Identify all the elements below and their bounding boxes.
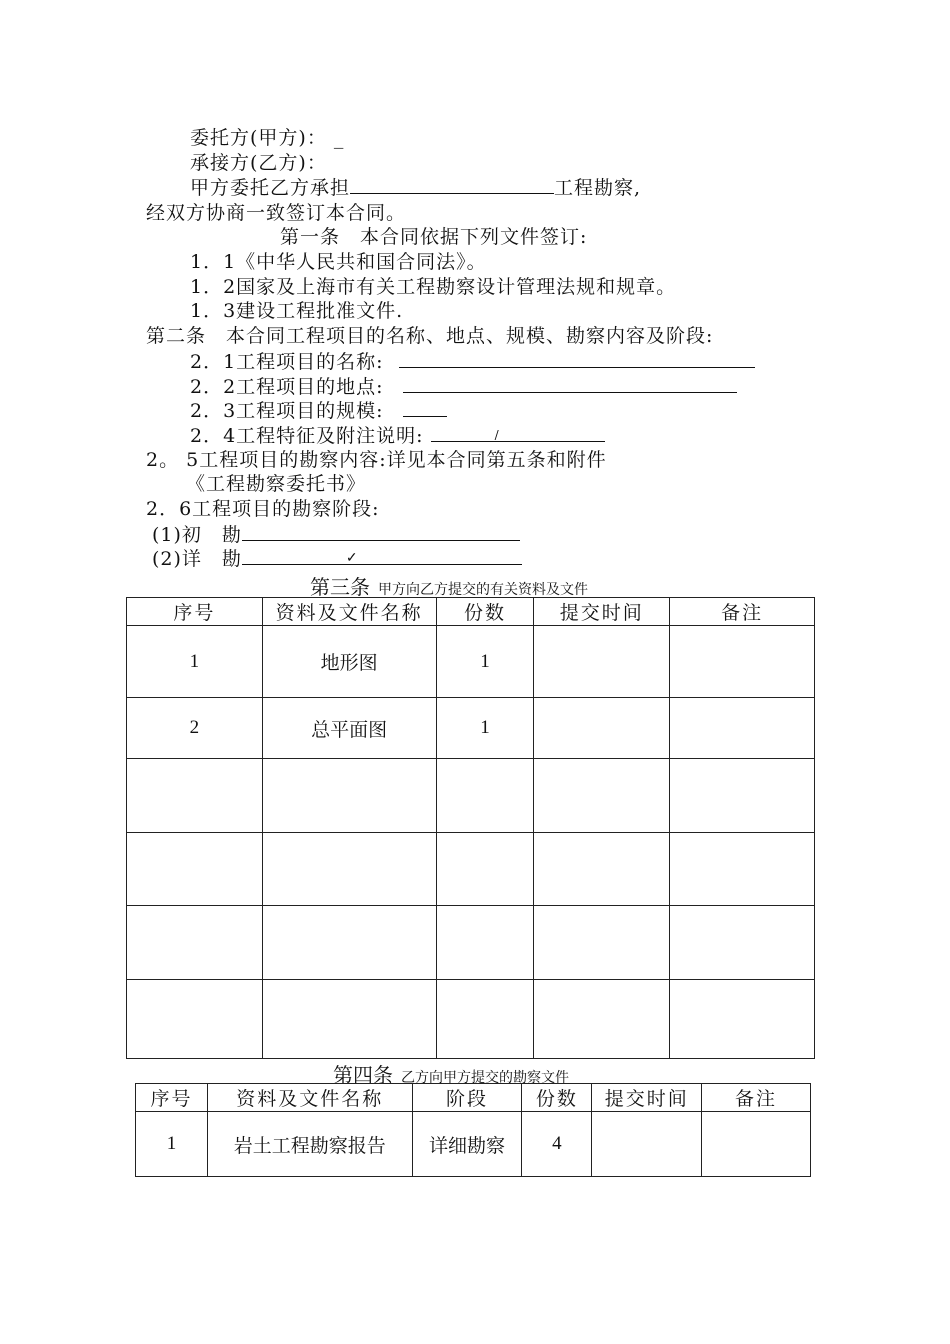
client-line	[190, 126, 344, 150]
header-cell: 资料及文件名称	[262, 598, 436, 626]
table-cell: 总平面图	[262, 698, 436, 759]
header-cell: 备注	[702, 1084, 811, 1112]
article1-item: 1．1《中华人民共和国合同法》。	[190, 251, 487, 273]
table-cell	[534, 906, 670, 980]
table-cell	[670, 626, 815, 698]
stage-prelim-line	[152, 522, 520, 547]
table-cell: 详细勘察	[412, 1112, 522, 1177]
table-row	[136, 1112, 811, 1177]
entrust-text-b: 工程勘察,	[554, 177, 642, 199]
entrust-line	[190, 175, 641, 200]
header-cell: 序号	[136, 1084, 208, 1112]
header-cell: 备注	[670, 598, 815, 626]
project-blank	[350, 175, 554, 194]
article1-item: 1．3建设工程批准文件.	[190, 300, 404, 322]
client-mark: _	[333, 127, 345, 149]
stage-detail-label: (2)详 勘	[152, 548, 242, 570]
project-features-blank	[431, 423, 605, 442]
article3-caption	[310, 571, 588, 600]
header-cell: 提交时间	[534, 598, 670, 626]
table-cell: 地形图	[262, 626, 436, 698]
article1-title: 第一条 本合同依据下列文件签订:	[280, 226, 588, 248]
table-cell	[262, 759, 436, 833]
survey-content: 2。 5工程项目的勘察内容:详见本合同第五条和附件	[146, 449, 607, 471]
table-cell: 1	[436, 698, 534, 759]
header-cell: 资料及文件名称	[207, 1084, 412, 1112]
project-features-line	[190, 423, 605, 448]
header-cell: 份数	[522, 1084, 592, 1112]
project-location-blank	[403, 374, 737, 393]
table-cell: 1	[436, 626, 534, 698]
table-row	[127, 626, 815, 698]
table-cell	[534, 698, 670, 759]
table-cell	[436, 980, 534, 1059]
table-cell	[436, 833, 534, 906]
table-row	[127, 698, 815, 759]
table-row	[127, 980, 815, 1059]
article3-title: 第三条	[310, 575, 370, 599]
article4-subtitle: 乙方向甲方提交的勘察文件	[401, 1070, 569, 1086]
table-row	[127, 906, 815, 980]
header-cell: 阶段	[412, 1084, 522, 1112]
project-scale-line	[190, 398, 447, 423]
header-cell: 提交时间	[592, 1084, 702, 1112]
table-cell	[534, 980, 670, 1059]
project-scale-blank	[403, 398, 447, 417]
client-label: 委托方(甲方)：	[190, 127, 327, 149]
table-cell	[127, 906, 263, 980]
article4-title: 第四条	[333, 1063, 393, 1087]
check-mark-icon: ✓	[345, 550, 359, 566]
article3-subtitle: 甲方向乙方提交的有关资料及文件	[378, 582, 588, 598]
article1-item: 1．2国家及上海市有关工程勘察设计管理法规和规章。	[190, 276, 677, 298]
table-cell	[262, 980, 436, 1059]
stage-detail-blank	[242, 546, 522, 565]
table-cell	[127, 980, 263, 1059]
table-header-row	[127, 598, 815, 626]
table-cell	[670, 759, 815, 833]
table-cell	[262, 833, 436, 906]
table-cell: 1	[136, 1112, 208, 1177]
table-cell	[670, 980, 815, 1059]
project-name-line	[190, 349, 755, 374]
table-cell	[670, 833, 815, 906]
header-cell: 序号	[127, 598, 263, 626]
project-location-line	[190, 374, 737, 399]
contractor-label: 承接方(乙方)：	[190, 152, 327, 174]
stage-prelim-label: (1)初 勘	[152, 524, 242, 546]
header-cell: 份数	[436, 598, 534, 626]
table-cell	[127, 833, 263, 906]
table-cell: 4	[522, 1112, 592, 1177]
features-slash-mark: /	[494, 428, 500, 442]
table-cell	[436, 906, 534, 980]
table-cell	[127, 759, 263, 833]
table-row	[127, 759, 815, 833]
agree-text: 经双方协商一致签订本合同。	[146, 202, 407, 224]
table-header-row	[136, 1084, 811, 1112]
project-location-label: 2．2工程项目的地点:	[190, 376, 384, 398]
survey-stage-title: 2．6工程项目的勘察阶段:	[146, 498, 380, 520]
survey-content-attachment: 《工程勘察委托书》	[186, 473, 367, 495]
table-cell	[436, 759, 534, 833]
table-cell	[670, 906, 815, 980]
table-cell	[670, 698, 815, 759]
article4-table	[135, 1083, 811, 1177]
stage-detail-line	[152, 546, 522, 571]
article3-table	[126, 597, 815, 1059]
article2-title: 第二条 本合同工程项目的名称、地点、规模、勘察内容及阶段:	[146, 325, 714, 347]
entrust-text-a: 甲方委托乙方承担	[190, 177, 351, 199]
table-cell	[534, 626, 670, 698]
table-cell	[534, 833, 670, 906]
table-cell	[702, 1112, 811, 1177]
table-cell	[534, 759, 670, 833]
table-cell	[262, 906, 436, 980]
table-cell	[592, 1112, 702, 1177]
table-row	[127, 833, 815, 906]
table-cell: 1	[127, 626, 263, 698]
project-name-label: 2．1工程项目的名称:	[190, 351, 384, 373]
project-scale-label: 2．3工程项目的规模:	[190, 400, 384, 422]
stage-prelim-blank	[242, 522, 520, 541]
table-cell: 2	[127, 698, 263, 759]
project-features-label: 2．4工程特征及附注说明:	[190, 425, 424, 447]
project-name-blank	[399, 349, 755, 368]
table-cell: 岩土工程勘察报告	[207, 1112, 412, 1177]
